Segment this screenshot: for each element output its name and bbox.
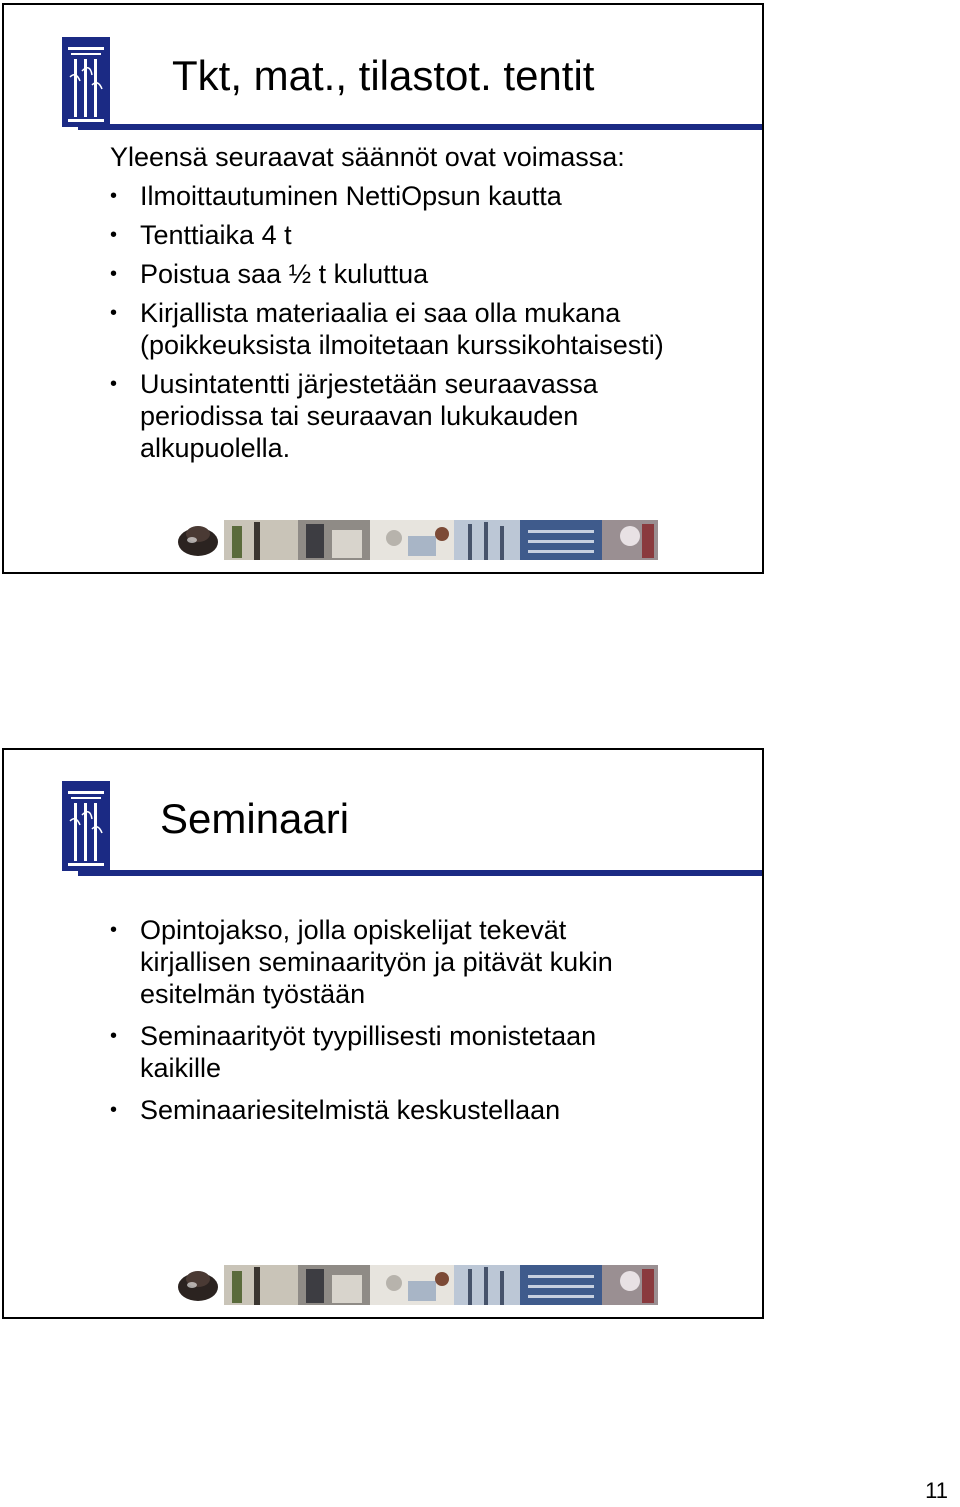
slide-seminar: [2, 748, 764, 1319]
bullet-line: (poikkeuksista ilmoitetaan kurssikohtaisesti): [140, 330, 664, 360]
bullet-item: [110, 368, 664, 464]
page-number: 11: [925, 1478, 948, 1503]
title-rule: [78, 124, 762, 130]
bullet-list: [110, 180, 664, 471]
bullet-line: Ilmoittautuminen NettiOpsun kautta: [140, 181, 562, 211]
bullet-item: [110, 914, 613, 1010]
slide-exams: [2, 3, 764, 574]
bullet-line: kirjallisen seminaarityön ja pitävät kukin: [140, 947, 613, 977]
photo-collage-strip-icon: [172, 1261, 658, 1305]
bullet-item: [110, 1020, 613, 1084]
bullet-line: esitelmän työstään: [140, 979, 366, 1009]
bullet-line: Uusintatentti järjestetään seuraavassa: [140, 369, 598, 399]
bullet-line: Opintojakso, jolla opiskelijat tekevät: [140, 915, 567, 945]
intro-text: Yleensä seuraavat säännöt ovat voimassa:: [110, 142, 625, 172]
bullet-item: [110, 258, 664, 290]
bullet-line: kaikille: [140, 1053, 222, 1083]
bullet-icon: •: [110, 263, 118, 285]
pillar-logo-icon: [62, 781, 110, 871]
bullet-line: Kirjallista materiaalia ei saa olla mukana: [140, 298, 621, 328]
bullet-line: Seminaariesitelmistä keskustellaan: [140, 1095, 561, 1125]
bullet-icon: •: [110, 224, 118, 246]
bullet-item: [110, 1094, 613, 1126]
bullet-line: Seminaarityöt tyypillisesti monistetaan: [140, 1021, 597, 1051]
bullet-list: [110, 914, 613, 1136]
bullet-line: Poistua saa ½ t kuluttua: [140, 259, 429, 289]
pillar-logo-icon: [62, 37, 110, 127]
bullet-icon: •: [110, 919, 118, 941]
bullet-icon: •: [110, 1099, 118, 1121]
bullet-item: [110, 180, 664, 212]
bullet-icon: •: [110, 302, 118, 324]
title-rule: [78, 870, 762, 876]
bullet-item: [110, 297, 664, 361]
bullet-icon: •: [110, 373, 118, 395]
bullet-line: periodissa tai seuraavan lukukauden: [140, 401, 579, 431]
slide-title: Tkt, mat., tilastot. tentit: [172, 52, 595, 99]
photo-collage-strip-icon: [172, 516, 658, 560]
bullet-icon: •: [110, 1025, 118, 1047]
bullet-icon: •: [110, 185, 118, 207]
bullet-line: alkupuolella.: [140, 433, 291, 463]
bullet-line: Tenttiaika 4 t: [140, 220, 292, 250]
slide-title: Seminaari: [160, 795, 350, 842]
bullet-item: [110, 219, 664, 251]
